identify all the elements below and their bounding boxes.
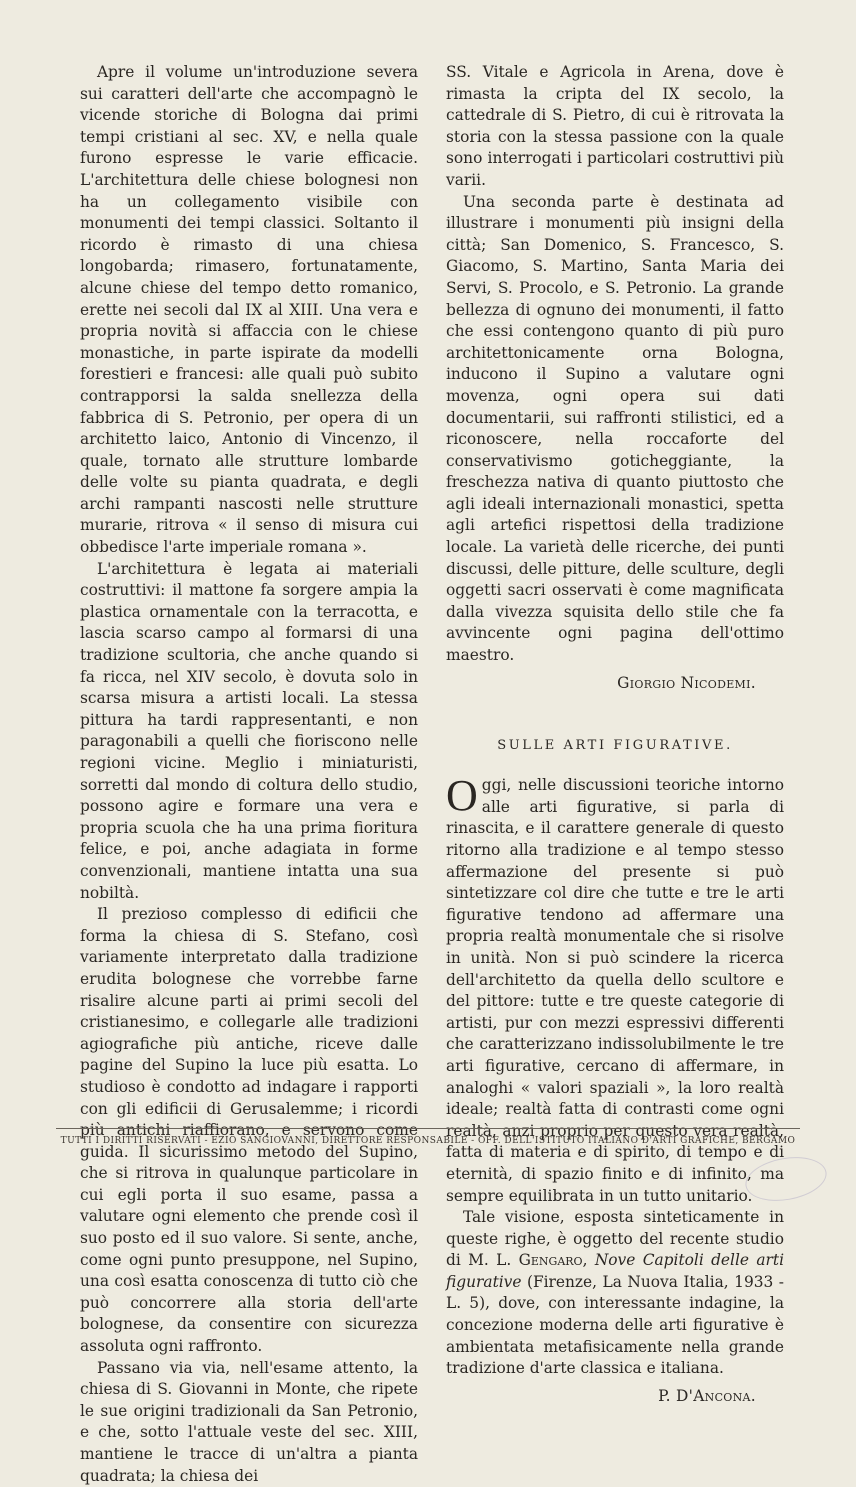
article-paragraph	[446, 1207, 784, 1380]
article-text: ggi, nelle discussioni teoriche intorno alle arti figurative, si parla di rinascita, e il carattere generale di questo ritorno alla tradizione e al tempo stesso affermazione del presente si può sintetizzare col dire che tutte e tre le arti figurative tendono ad affermare una propria realtà monumentale che si risolve in unità. Non si può scindere la ricerca dell'architetto da quella dello scultore e del pittore: tutte e tre queste categorie di artisti, pur con mezzi espressivi differenti che caratterizzano indissolubilmente le tre arti figurative, cercano di affermare, in analoghi « valori spaziali », la loro realtà ideale; realtà fatta di contrasti come ogni realtà, anzi proprio per questo vera realtà, fatta di materia e di spirito, di tempo e di eternità, di spazio finito e di infinito, ma sempre equilibrata in un tutto unitario.	[446, 776, 784, 1205]
drop-cap: O	[446, 771, 478, 821]
author-name: Gengaro	[518, 1251, 583, 1270]
left-column	[80, 62, 418, 1487]
paragraph: Una seconda parte è destinata ad illustrare i monumenti più insigni della città; San Domenico, S. Francesco, S. Giacomo, S. Martino, Santa Maria dei Servi, S. Procolo, e S. Petronio. La grande bellezza di ognuno dei monumenti, il fatto che essi contengono quanto di più puro architettonicamente orna Bologna, inducono il Supino a valutare ogni movenza, ogni opera sui dati documentarii, sui raffronti stilistici, ed a riconoscere, nella roccaforte del conservativismo goticheggiante, la freschezza nativa di quanto piuttosto che agli ideali internazionali monastici, spetta agli artefici rispettosi della tradizione locale. La varietà delle ricerche, dei punti discussi, delle pitture, delle sculture, degli oggetti sacri osservati è come magnificata dalla vivezza squisita dello stile che fa avvincente ogni pagina dell'ottimo maestro.	[446, 192, 784, 665]
author-signature: P. D'Ancona.	[658, 1386, 756, 1405]
paragraph: Apre il volume un'introduzione severa sui caratteri dell'arte che accompagnò le vicende storiche di Bologna dai primi tempi cristiani al sec. XV, e nella quale furono espresse le varie efficacie. L'architettura delle chiese bolognesi non ha un collegamento visibile con monumenti dei tempi classici. Soltanto il ricordo è rimasto di una chiesa longobarda; rimasero, fortunatamente, alcune chiese del tempo detto romanico, erette nei secoli dal IX al XIII. Una vera e propria novità si affaccia con le chiese monastiche, in parte ispirate da modelli forestieri e francesi: alle quali può subito contrapporsi la salda snellezza della fabbrica di S. Petronio, per opera di un architetto laico, Antonio di Vincenzo, il quale, tornato alle strutture lombarde delle volte su pianta quadrata, e degli archi rampanti nascosti nelle strutture murarie, ritrova « il senso di misura cui obbedisce l'arte imperiale romana ».	[80, 63, 418, 557]
paragraph: Il prezioso complesso di edificii che forma la chiesa di S. Stefano, così variamente interpretato dalla tradizione erudita bolognese che vorrebbe farne risalire alcune parti ai primi secoli del cristianesimo, e collegarle alle tradizioni agiografiche più antiche, riceve dalle pagine del Supino la luce più esatta. Lo studioso è condotto ad indagare i rapporti con gli edificii di Gerusalemme; i ricordi più antichi riaffiorano, e servono come guida. Il sicurissimo metodo del Supino, che si ritrova in qualunque particolare in cui egli porta il suo esame, passa a valutare ogni elemento che prende così il suo posto ed il suo valore. Si sente, anche, come ogni punto presuppone, nel Supino, una così esatta conoscenza di tutto ciò che può concorrere alla storia dell'arte bolognese, da consentire con sicurezza assoluta ogni raffronto.	[80, 905, 418, 1356]
footer-divider	[56, 1128, 800, 1129]
section-title: SULLE ARTI FIGURATIVE.	[497, 738, 733, 754]
article-text: (Firenze, La Nuova Italia, 1933 - L. 5), dove, con interessante indagine, la concezione moderna delle arti figurative è ambientata metafisicamente nella grande tradizione d'arte classica e italiana.	[446, 1272, 784, 1378]
article-text: Tale visione, esposta sinteticamente in queste righe, è oggetto del recente studio di M. L.	[446, 1208, 784, 1270]
book-title: Nove Capitoli delle arti figurative	[446, 1251, 784, 1291]
paragraph: L'architettura è legata ai materiali costruttivi: il mattone fa sorgere ampia la plastica ornamentale con la terracotta, e lascia scarso campo al formarsi di una tradizione scultoria, che anche quando si fa ricca, nel XIV secolo, è dovuta solo in scarsa misura a artisti locali. La stessa pittura ha tardi rappresentanti, e non paragonabili a quelli che fioriscono nelle regioni vicine. Meglio i miniaturisti, sorretti dal mondo di coltura dello studio, possono agire e formare una vera e propria scuola che ha una prima fioritura felice, e poi, anche adagiata in forme convenzionali, mantiene intatta una sua nobiltà.	[80, 559, 418, 902]
article-text: ,	[582, 1251, 595, 1270]
paragraph-continuation: SS. Vitale e Agricola in Arena, dove è rimasta la cripta del IX secolo, la cattedrale di S. Pietro, di cui è ritrovata la storia con la stessa passione con la quale sono interrogati i particolari costruttivi più varii.	[446, 63, 784, 189]
author-signature: Giorgio Nicodemi.	[617, 673, 756, 692]
paragraph: Passano via via, nell'esame attento, la chiesa di S. Giovanni in Monte, che ripete le sue origini tradizionali da San Petronio, e che, sotto l'attuale veste del sec. XIII, mantiene le tracce di un'altra a pianta quadrata; la chiesa dei	[80, 1358, 418, 1485]
right-column	[446, 62, 784, 1407]
footer-credits: TUTTI I DIRITTI RISERVATI - EZIO SANGIOVANNI, DIRETTORE RESPONSABILE - OFF. DELL'ISTITUTO ITALIANO D'ARTI GRAFICHE, BERGAMO	[60, 1136, 796, 1146]
